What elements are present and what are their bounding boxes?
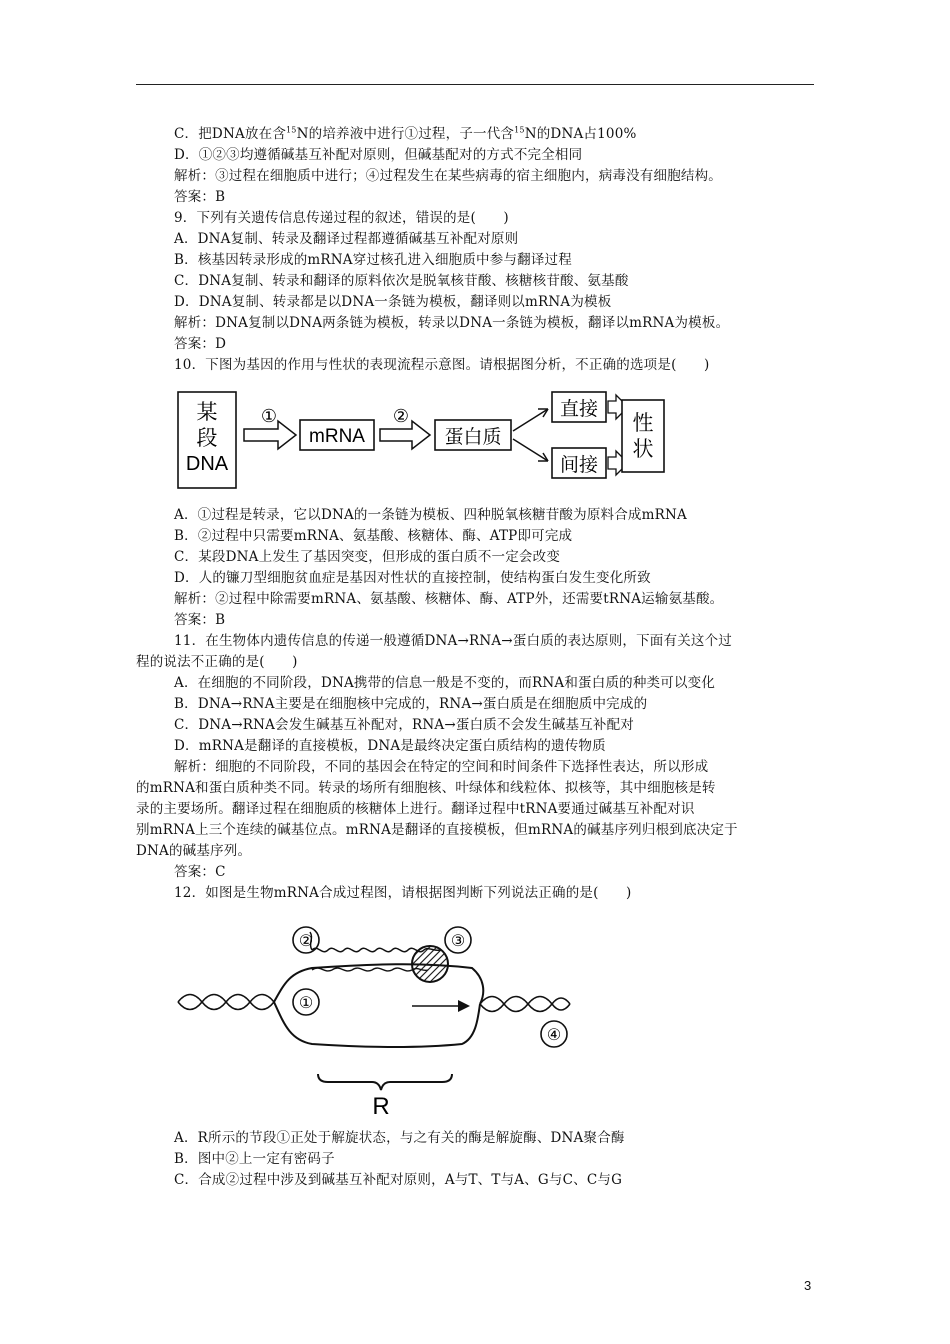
option-line: C．某段DNA上发生了基因突变，但形成的蛋白质不一定会改变: [174, 549, 561, 565]
text-line: 解析：细胞的不同阶段，不同的基因会在特定的空间和时间条件下选择性表达，所以形成: [174, 759, 709, 775]
box-dna-text-1: 某: [196, 400, 218, 424]
option-line: C．DNA复制、转录和翻译的原料依次是脱氧核苷酸、核糖核苷酸、氨基酸: [174, 273, 629, 289]
transcription-diagram: [172, 914, 592, 1120]
option-line: D．DNA复制、转录都是以DNA一条链为模板，翻译则以mRNA为模板: [174, 294, 612, 310]
question-11: 11．在生物体内遗传信息的传递一般遵循DNA→RNA→蛋白质的表达原则，下面有关这个过: [174, 633, 733, 649]
text-line: 的mRNA和蛋白质种类不同。转录的场所有细胞核、叶绿体和线粒体、拟核等，其中细胞核是转: [136, 780, 716, 796]
question-12: 12．如图是生物mRNA合成过程图，请根据图判断下列说法正确的是( ): [174, 885, 632, 901]
box-dna-text-3: DNA: [185, 453, 229, 475]
option-line: D．mRNA是翻译的直接模板，DNA是最终决定蛋白质结构的遗传物质: [174, 738, 606, 754]
answer-line: 答案：B: [174, 612, 226, 628]
text-line: 程的说法不正确的是( ): [136, 654, 298, 670]
option-line: C．合成②过程中涉及到碱基互补配对原则，A与T、T与A、G与C、C与G: [174, 1172, 623, 1188]
answer-line: 答案：C: [174, 864, 226, 880]
text-line: 解析：③过程在细胞质中进行；④过程发生在某些病毒的宿主细胞内，病毒没有细胞结构。: [174, 168, 722, 184]
question-10: 10．下图为基因的作用与性状的表现流程示意图。请根据图分析，不正确的选项是( ): [174, 357, 710, 373]
option-line: A．在细胞的不同阶段，DNA携带的信息一般是不变的，而RNA和蛋白质的种类可以变化: [174, 675, 716, 691]
step-1-label: ①: [260, 406, 278, 427]
step-2-label: ②: [392, 406, 410, 427]
branch-down-line: [513, 439, 548, 461]
label-4-text: ④: [546, 1027, 562, 1044]
box-trait-text-2: 状: [632, 437, 654, 461]
branch-up-line: [513, 409, 548, 431]
bracket: [318, 1074, 452, 1090]
option-line: C．DNA→RNA会发生碱基互补配对，RNA→蛋白质不会发生碱基互补配对: [174, 717, 634, 733]
answer-line: 答案：B: [174, 189, 226, 205]
text-line: DNA的碱基序列。: [136, 843, 252, 859]
rna-polymerase: [412, 946, 448, 982]
option-line: A．DNA复制、转录及翻译过程都遵循碱基互补配对原则: [174, 231, 519, 247]
option-line: B．核基因转录形成的mRNA穿过核孔进入细胞质中参与翻译过程: [174, 252, 572, 268]
box-protein-text: 蛋白质: [444, 426, 502, 448]
box-direct-text: 直接: [559, 398, 599, 420]
header-rule: [136, 84, 814, 85]
rna-nascent: [312, 968, 428, 971]
dna-helix-left: [178, 995, 274, 1010]
option-line: D．人的镰刀型细胞贫血症是基因对性状的直接控制，使结构蛋白发生变化所致: [174, 570, 651, 586]
text-line: 别mRNA上三个连续的碱基位点。mRNA是翻译的直接模板，但mRNA的碱基序列归根到底决定于: [136, 822, 738, 838]
box-dna-text-2: 段: [196, 426, 218, 450]
label-2-text: ②: [298, 933, 314, 950]
label-3-text: ③: [450, 933, 466, 950]
option-line: A．①过程是转录，它以DNA的一条链为模板、四种脱氧核糖苷酸为原料合成mRNA: [174, 507, 687, 523]
question-9: 9．下列有关遗传信息传递过程的叙述，错误的是( ): [174, 210, 509, 226]
box-trait-text-1: 性: [632, 411, 654, 435]
text-line: 录的主要场所。翻译过程在细胞质的核糖体上进行。翻译过程中tRNA要通过碱基互补配对识: [136, 801, 695, 817]
text-line: C．把DNA放在含$^{15}$N的培养液中进行①过程，子一代含$^{15}$N的DNA占100%: [174, 125, 637, 142]
gene-expression-flow-diagram: [176, 384, 676, 496]
answer-line: 答案：D: [174, 336, 227, 352]
option-line: B．DNA→RNA主要是在细胞核中完成的，RNA→蛋白质是在细胞质中完成的: [174, 696, 648, 712]
page-number: 3: [804, 1278, 812, 1293]
text-line: 解析：DNA复制以DNA两条链为模板，转录以DNA一条链为模板，翻译以mRNA为模板。: [174, 315, 730, 331]
option-line: B．图中②上一定有密码子: [174, 1151, 335, 1167]
text-line: 解析：②过程中除需要mRNA、氨基酸、核糖体、酶、ATP外，还需要tRNA运输氨基酸。: [174, 591, 724, 607]
label-1-text: ①: [298, 995, 314, 1012]
option-line: B．②过程中只需要mRNA、氨基酸、核糖体、酶、ATP即可完成: [174, 528, 573, 544]
option-line: A．R所示的节段①正处于解旋状态，与之有关的酶是解旋酶、DNA聚合酶: [174, 1130, 625, 1146]
text-line: D．①②③均遵循碱基互补配对原则，但碱基配对的方式不完全相同: [174, 147, 583, 163]
box-mrna-text: mRNA: [309, 426, 365, 447]
label-r-text: R: [372, 1093, 390, 1120]
box-indirect-text: 间接: [559, 454, 599, 476]
arrow-right-icon: [458, 1000, 470, 1012]
